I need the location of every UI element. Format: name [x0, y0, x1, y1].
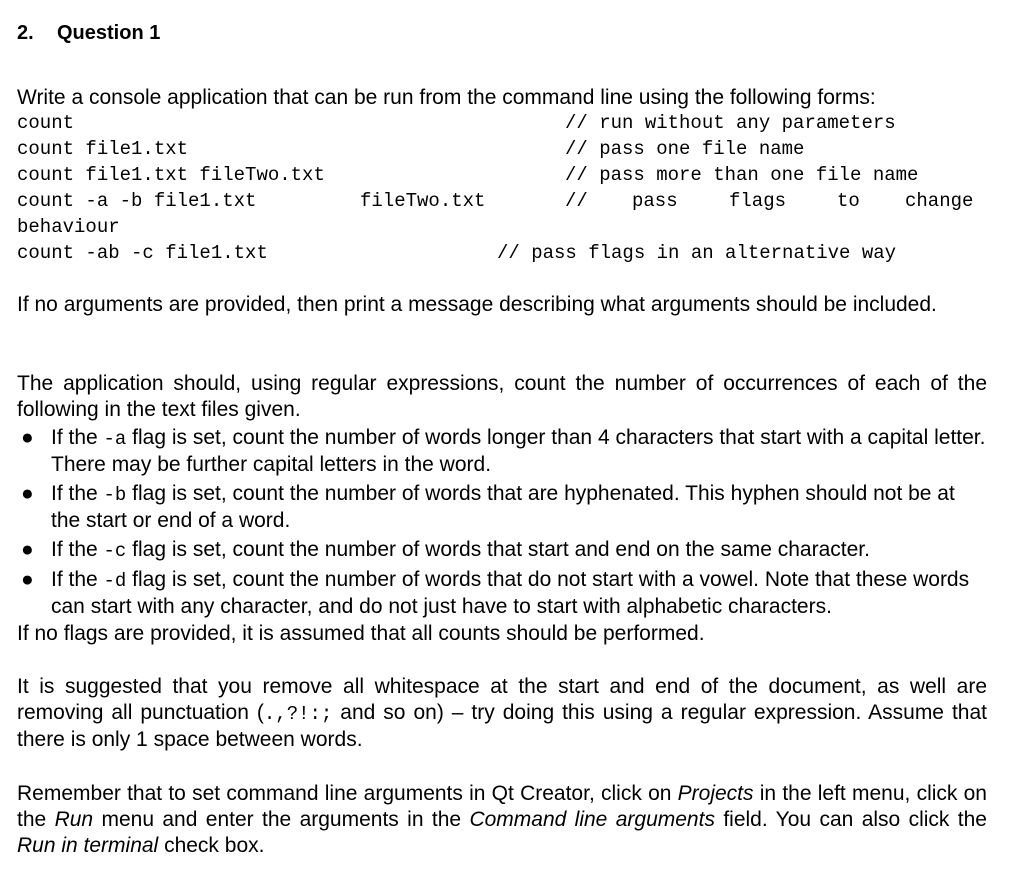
no-flags-paragraph: If no flags are provided, it is assumed that all counts should be performed. [17, 622, 705, 645]
bullet-dot: ● [21, 426, 34, 449]
command-line-file: fileTwo.txt [360, 190, 486, 212]
no-arguments-paragraph: If no arguments are provided, then print a message describing what arguments should be included. [17, 293, 937, 316]
command-line: count [17, 112, 75, 134]
command-line: count -a -b file1.txt [17, 190, 257, 212]
flag-code: -d [103, 570, 127, 592]
command-line-arguments-term: Command line arguments [469, 808, 715, 831]
regex-intro-paragraph: The application should, using regular expressions, count the number of occurrences of each of the following in the text files given. [17, 372, 987, 421]
suggestion-paragraph: It is suggested that you remove all whitespace at the start and end of the document, as well are removing all punctuation (.,?!:; and so on) – try doing this using a regular expression. Assume that there is only 1 space between words. [17, 675, 987, 751]
remember-paragraph: Remember that to set command line arguments in Qt Creator, click on Projects in the left menu, click on the Run menu and enter the arguments in the Command line arguments field. You can also click the Run in terminal check box. [17, 782, 987, 857]
command-comment-word: change [905, 190, 974, 212]
flag-code: -a [103, 428, 127, 450]
section-heading [17, 22, 160, 45]
list-item [17, 481, 987, 533]
list-item-text: If the -d flag is set, count the number of words that do not start with a vowel. Note that these words can start with any character, and do not just have to start with alphabetic characters. [51, 568, 970, 618]
section-title: Question 1 [57, 22, 161, 44]
run-in-terminal-term: Run in terminal [17, 834, 159, 857]
command-line: count -ab -c file1.txt [17, 242, 268, 264]
command-comment-word: to [837, 190, 860, 212]
list-item [17, 537, 987, 563]
list-item [17, 425, 987, 477]
bullet-dot: ● [21, 538, 34, 561]
command-comment-word: flags [729, 190, 787, 212]
command-line: count file1.txt fileTwo.txt [17, 164, 325, 186]
flag-code: -c [103, 540, 127, 562]
punctuation-code: .,?!:; [263, 703, 333, 725]
list-item [17, 567, 987, 619]
list-item-text: If the -a flag is set, count the number of words longer than 4 characters that start with a capital letter. There may be further capital letters in the word. [51, 426, 986, 476]
bullet-dot: ● [21, 482, 34, 505]
command-comment: // pass flags in an alternative way [497, 242, 897, 264]
intro-paragraph: Write a console application that can be run from the command line using the following forms: [17, 86, 876, 109]
run-term: Run [54, 808, 94, 831]
flag-code: -b [103, 484, 127, 506]
command-comment: // run without any parameters [565, 112, 896, 134]
command-comment: // pass more than one file name [565, 164, 919, 186]
command-comment-wrap: behaviour [17, 216, 120, 238]
projects-term: Projects [677, 782, 754, 805]
bullet-dot: ● [21, 568, 34, 591]
command-line: count file1.txt [17, 138, 189, 160]
command-comment-word: pass [632, 190, 678, 212]
command-comment-word: // [565, 190, 588, 212]
command-comment: // pass one file name [565, 138, 805, 160]
section-number: 2. [17, 22, 34, 44]
list-item-text: If the -c flag is set, count the number of words that start and end on the same character. [51, 538, 870, 562]
list-item-text: If the -b flag is set, count the number of words that are hyphenated. This hyphen should not be at the start or end of a word. [51, 482, 955, 532]
